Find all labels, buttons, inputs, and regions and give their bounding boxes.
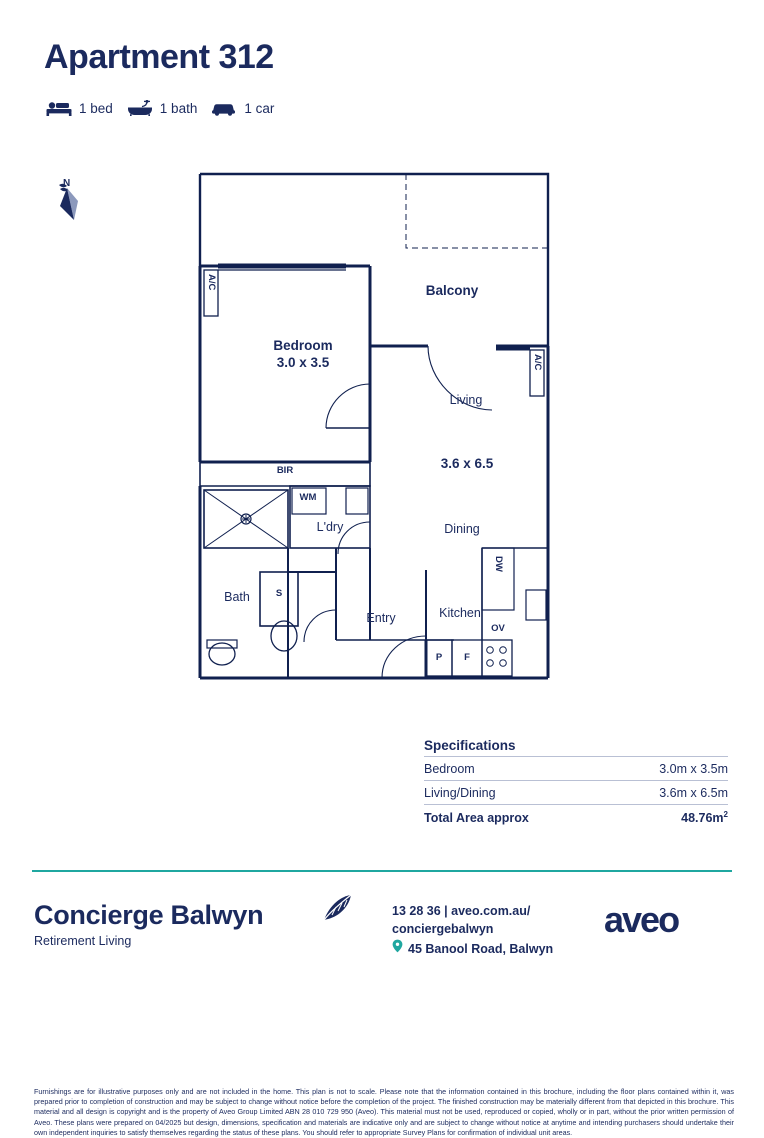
disclaimer-text: Furnishings are for illustrative purposes only and are not included in the home. This plan is not to scale. Please note that the information contained in this brochure, including the floor plans contained within it, was prepared prior to completion of construction and may be subject to change without notice before the completion of the project. The finished construction may be materially different from that depicted in this brochure. This material and all design is copyright and is the property of Aveo Group Limited ABN 28 010 729 950 (Aveo). This material must not be used, reproduced or copied, wholly or in part, without the prior written permission of Aveo. These plans were prepared on 04/2025 but design, dimensions, specification and materials are indicative only and are subject to change without notice at anytime and intending purchasers should undertake their own independent inquiries to satisfy themselves regarding the status of these plans. You should refer to appropriate Survey Plans for confirmation of individual unit areas. — [34, 1087, 734, 1137]
contact-separator: | — [444, 904, 448, 918]
room-label-living-dims: 3.6 x 6.5 — [440, 456, 494, 471]
fixture-label-bir: BIR — [276, 465, 294, 476]
address-line — [392, 939, 553, 958]
property-attributes — [46, 100, 274, 116]
aveo-logo: aveo — [604, 899, 679, 940]
specifications-heading: Specifications — [424, 738, 516, 753]
bed-icon — [46, 100, 72, 116]
room-label-kitchen: Kitchen — [439, 606, 481, 620]
bath-icon — [127, 100, 153, 116]
attribute-bath — [127, 100, 198, 116]
website-link-second[interactable]: conciergebalwyn — [392, 922, 494, 937]
room-label-living: Living — [449, 393, 483, 407]
spec-row-total-area — [424, 804, 728, 829]
room-label-bedroom: Bedroom 3.0 x 3.5 — [273, 338, 333, 370]
fixture-label-fridge: F — [464, 652, 470, 663]
specifications-panel — [424, 738, 728, 829]
fixture-label-ac-living: A/C — [531, 354, 543, 371]
attribute-bed-label: 1 bed — [79, 100, 113, 116]
fixture-label-wm: WM — [299, 492, 317, 503]
phone-number[interactable]: 13 28 36 — [392, 904, 441, 918]
contact-line-1 — [392, 902, 553, 920]
spec-row-bedroom — [424, 756, 728, 780]
brand-subtitle: Retirement Living — [34, 934, 132, 948]
spec-label-bedroom: Bedroom — [424, 762, 475, 776]
attribute-car-label: 1 car — [244, 100, 275, 116]
website-link[interactable]: aveo.com.au/ — [451, 904, 531, 918]
spec-row-living-dining — [424, 780, 728, 804]
spec-value-total-area: $48.76m^2$ — [681, 810, 728, 826]
footer-divider — [32, 870, 732, 872]
spec-label-total-area: Total Area approx — [424, 811, 529, 826]
room-label-bath: Bath — [224, 590, 250, 604]
spec-label-living-dining: Living/Dining — [424, 786, 496, 800]
room-label-entry: Entry — [366, 611, 396, 625]
room-label-dining: Dining — [444, 522, 480, 536]
contact-line-2 — [392, 920, 553, 938]
attribute-car — [211, 100, 274, 116]
spec-value-bedroom: 3.0m x 3.5m — [659, 762, 728, 776]
location-pin-icon — [392, 939, 403, 958]
spec-total-unit: 2 — [723, 810, 728, 819]
car-icon — [211, 100, 237, 116]
room-label-balcony: Balcony — [425, 283, 479, 298]
brand-name: Concierge Balwyn — [34, 900, 264, 930]
north-arrow — [54, 180, 94, 230]
attribute-bed — [46, 100, 113, 116]
room-label-laundry: L'dry — [316, 520, 344, 534]
floor-plan — [196, 170, 552, 694]
leaf-icon — [320, 894, 354, 929]
page-title: Apartment 312 — [44, 38, 274, 76]
fixture-label-ac-bedroom: A/C — [205, 274, 217, 291]
north-arrow-label: N — [63, 178, 71, 189]
fixture-label-dw: DW — [492, 556, 504, 572]
fixture-label-pantry: P — [435, 652, 443, 663]
fixture-label-shower: S — [275, 588, 283, 599]
address-text: 45 Banool Road, Balwyn — [408, 941, 554, 956]
brand-block — [34, 902, 374, 948]
fixture-label-ov: OV — [491, 623, 505, 634]
spec-value-living-dining: 3.6m x 6.5m — [659, 786, 728, 800]
attribute-bath-label: 1 bath — [159, 100, 198, 116]
north-arrow-icon — [54, 180, 94, 228]
contact-block — [392, 902, 553, 958]
